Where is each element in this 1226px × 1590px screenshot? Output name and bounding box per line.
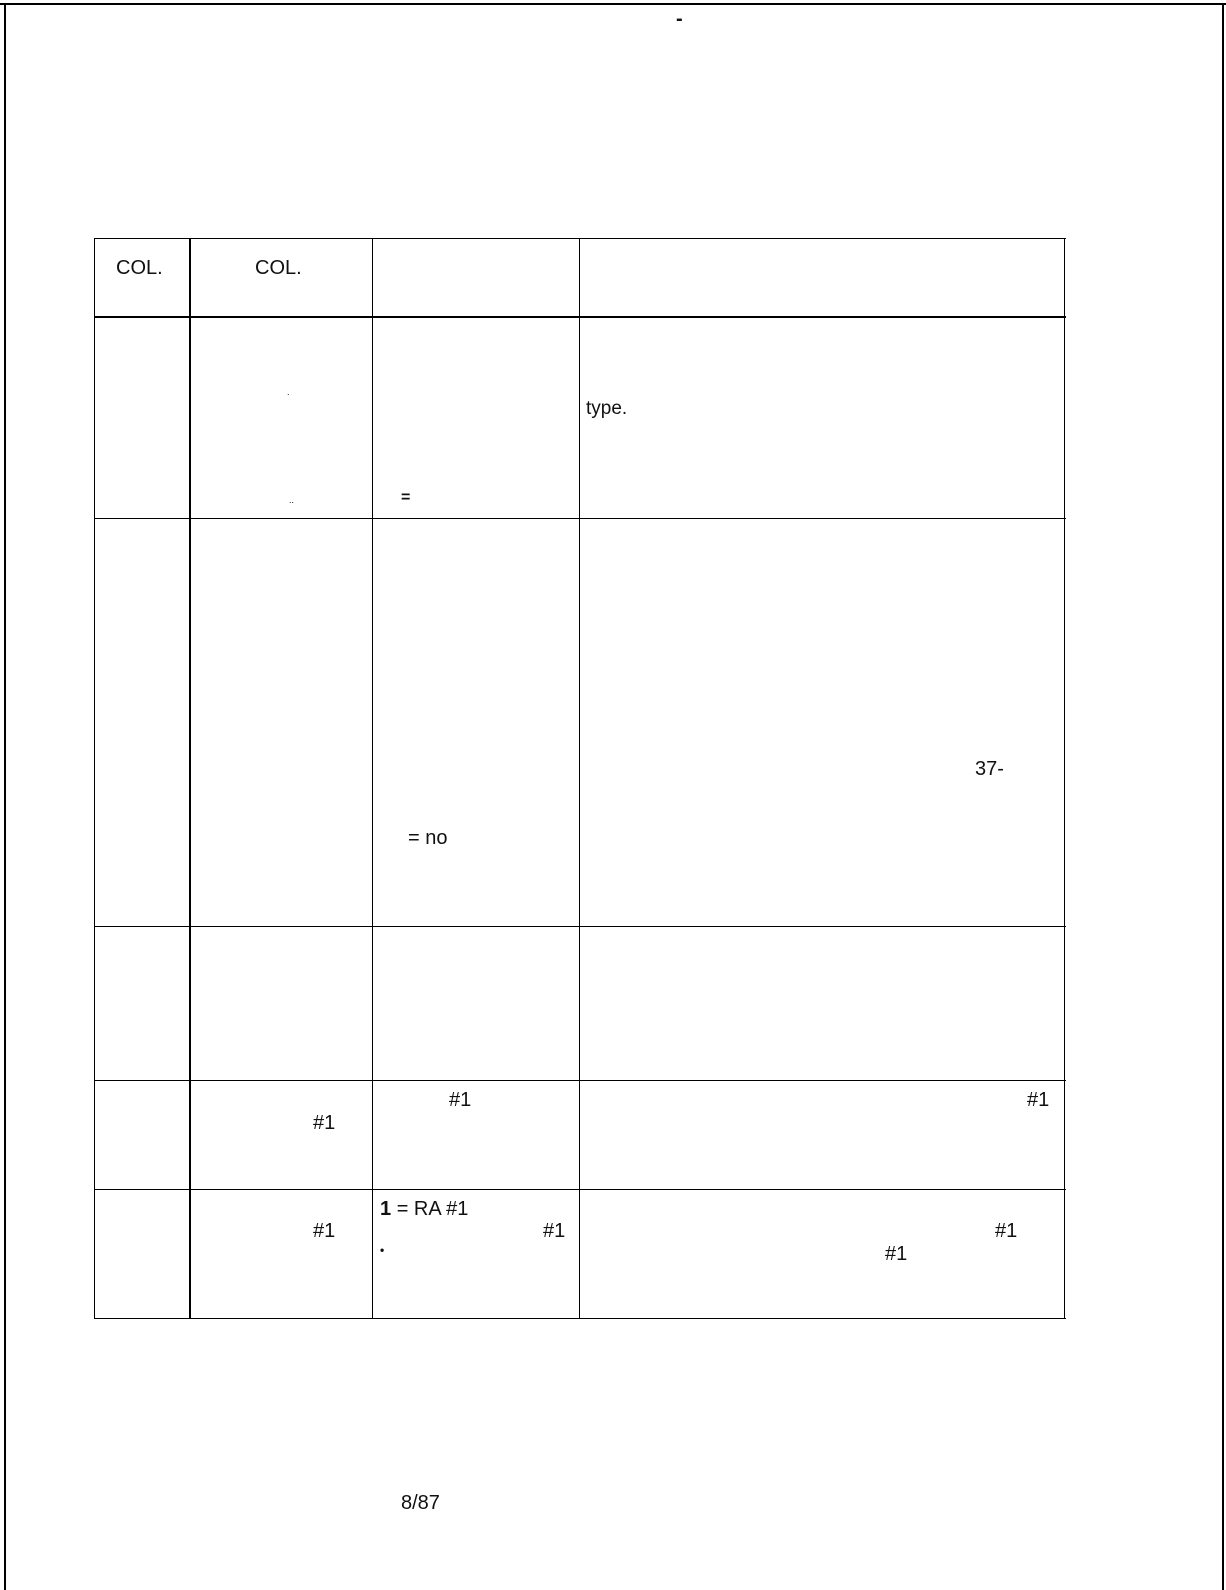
- row5-col2-text: #1: [313, 1220, 336, 1242]
- page-left-border: [4, 4, 6, 1590]
- row5-col3-line1-num: 1: [380, 1198, 392, 1220]
- table-right-border: [1064, 238, 1065, 1319]
- row2-col4-text: 37-: [975, 758, 1004, 780]
- page-top-border: [0, 3, 1226, 5]
- row1-col4-text: type.: [586, 398, 628, 419]
- page-right-border: [1222, 4, 1224, 1590]
- header-divider: [94, 316, 1066, 318]
- header-col2: COL.: [255, 257, 302, 279]
- header-col1: COL.: [116, 257, 163, 279]
- table-left-border: [94, 238, 95, 1319]
- row2-col3-text: = no: [408, 827, 448, 849]
- row5-col4-line1: #1: [995, 1220, 1018, 1242]
- table-bottom-border: [94, 1318, 1066, 1319]
- row5-col3-line3-mark: •: [380, 1243, 385, 1257]
- row5-col3-line1-rest: = RA #1: [396, 1198, 469, 1220]
- row3-divider: [94, 1080, 1066, 1081]
- row4-col4-text: #1: [1027, 1089, 1050, 1111]
- row4-divider: [94, 1189, 1066, 1190]
- row5-col4-line2: #1: [885, 1243, 908, 1265]
- row5-col3-line1: [380, 1199, 468, 1219]
- row1-divider: [94, 518, 1066, 519]
- col3-col4-divider: [579, 238, 580, 1319]
- row1-col2-mark-a: .: [287, 387, 290, 397]
- row2-divider: [94, 926, 1066, 927]
- top-scan-mark: -: [676, 8, 685, 30]
- footer-date: 8/87: [401, 1492, 440, 1514]
- row4-col2-text: #1: [313, 1112, 336, 1134]
- col1-col2-divider: [189, 238, 191, 1319]
- row1-col3-mark: =: [401, 489, 411, 506]
- table-top-border: [94, 238, 1066, 239]
- col2-col3-divider: [372, 238, 373, 1319]
- row1-col2-mark-b: ..: [289, 495, 295, 505]
- row4-col3-text: #1: [449, 1089, 472, 1111]
- row5-col3-line2: #1: [543, 1220, 566, 1242]
